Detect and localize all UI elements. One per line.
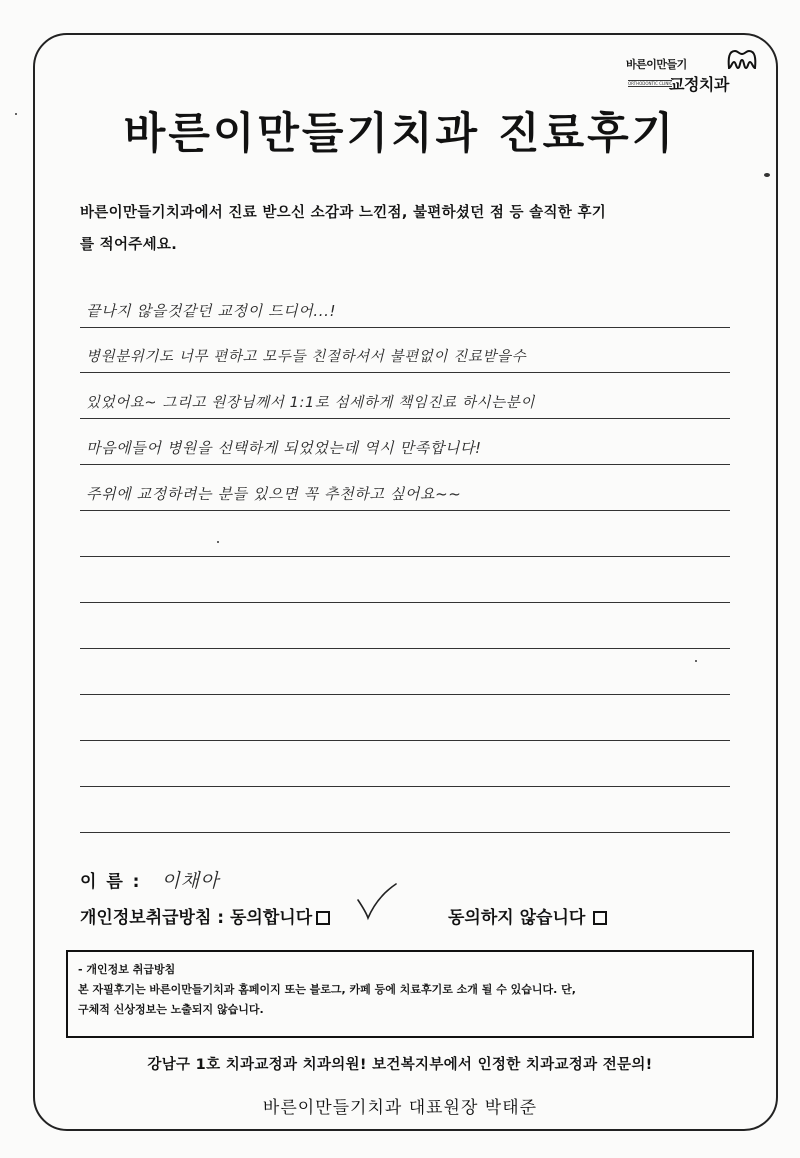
consent-disagree-label: 동의하지 않습니다 <box>448 908 586 928</box>
logo-name-small: 바른이만들기 <box>626 58 687 71</box>
ruled-line <box>80 832 730 833</box>
privacy-notice-heading: - 개인정보 취급방침 <box>78 963 176 976</box>
scan-speck <box>764 173 770 177</box>
review-line-2: 병원분위기도 너무 편하고 모두들 친절하셔서 불편없이 진료받을수 <box>86 349 527 365</box>
privacy-notice-line-2: 구체적 신상정보는 노출되지 않습니다. <box>78 1003 264 1016</box>
review-line-4: 마음에들어 병원을 선택하게 되었었는데 역시 만족합니다! <box>86 439 482 457</box>
ruled-line <box>80 372 730 373</box>
review-line-3: 있었어요~ 그리고 원장님께서 1:1로 섬세하게 책임진료 하시는분이 <box>86 395 535 411</box>
privacy-notice-line-1: 본 자필후기는 바른이만들기치과 홈페이지 또는 블로그, 카페 등에 치료후기로 소개 될 수 있습니다. 단, <box>78 983 576 996</box>
ruled-line <box>80 510 730 511</box>
review-line-5: 주위에 교정하려는 분들 있으면 꼭 추천하고 싶어요~~ <box>86 485 462 503</box>
name-value: 이채아 <box>161 870 220 892</box>
name-row <box>80 866 219 893</box>
ruled-line <box>80 648 730 649</box>
ruled-line <box>80 694 730 695</box>
clinic-logo <box>624 48 760 98</box>
footer-credentials: 강남구 1호 치과교정과 치과의원! 보건복지부에서 인정한 치과교정과 전문의! <box>147 1057 653 1073</box>
instruction-text <box>80 197 760 261</box>
scan-speck <box>217 541 219 543</box>
tooth-icon <box>726 48 758 72</box>
consent-agree-label: 개인정보취급방침 : 동의합니다 <box>80 908 313 928</box>
scan-speck <box>695 660 697 662</box>
agree-checkbox[interactable] <box>316 911 330 925</box>
review-line-1: 끝나지 않을것같던 교정이 드디어...! <box>86 302 337 320</box>
privacy-notice-box <box>66 950 754 1038</box>
ruled-line <box>80 556 730 557</box>
disagree-checkbox[interactable] <box>593 911 607 925</box>
ruled-line <box>80 464 730 465</box>
instruction-line-2: 를 적어주세요. <box>80 237 177 253</box>
ruled-line <box>80 327 730 328</box>
consent-row <box>80 903 586 928</box>
instruction-line-1: 바른이만들기치과에서 진료 받으신 소감과 느낀점, 불편하셨던 점 등 솔직한 후기 <box>80 205 607 221</box>
ruled-line <box>80 418 730 419</box>
consent-disagree-option <box>448 903 607 928</box>
scan-speck <box>15 113 17 115</box>
logo-tagline: ORTHODONTIC CLINIC <box>628 81 673 86</box>
page-title: 바른이만들기치과 진료후기 <box>123 109 677 159</box>
name-label: 이 름 : <box>80 872 142 892</box>
ruled-line <box>80 602 730 603</box>
ruled-line <box>80 740 730 741</box>
checkmark-icon <box>354 882 400 922</box>
logo-name-big: 교정치과 <box>669 75 729 94</box>
ruled-line <box>80 786 730 787</box>
footer-signature: 바른이만들기치과 대표원장 박태준 <box>262 1098 538 1118</box>
